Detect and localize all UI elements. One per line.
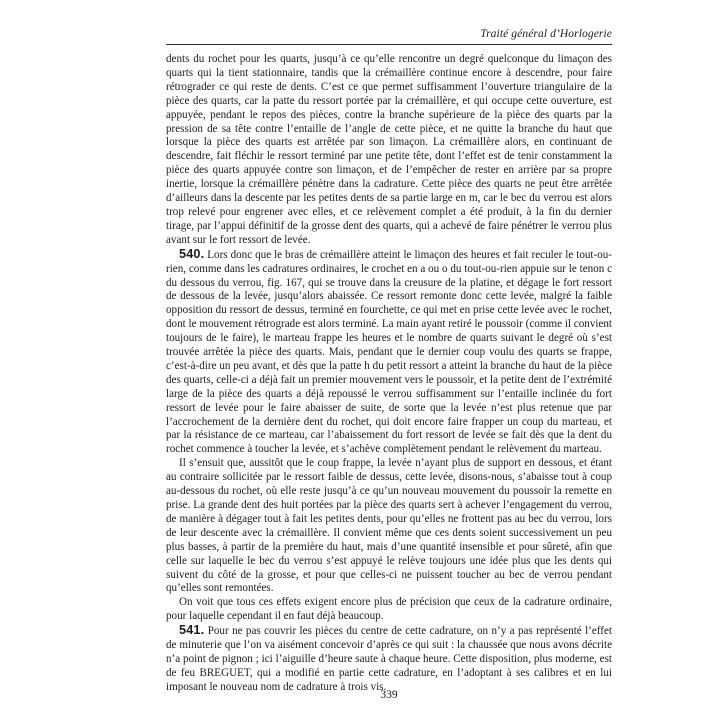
section-number-540: 540.	[179, 246, 205, 261]
section-540	[166, 248, 612, 458]
paragraph-continued: dents du rochet pour les quarts, jusqu’à ce qu’elle rencontre un degré quelconque du limaçon des quarts qui la tient stationnaire, tandis que la crémaillère continue encore à descendre, pour faire rétrograder ce qui reste de dents. C’est ce que permet suffisamment l’ouverture triangulaire de la pièce des quarts, car la patte du ressort portée par la crémaillère, et qui occupe cette ouverture, est appuyée, pendant le repos des pièces, contre la branche supérieure de la pièce des quarts par la pression de sa tête contre l’entaille de l’angle de cette pièce, et ne quitte la branche du haut que lorsque la pièce des quarts est arrêtée par son limaçon. La crémaillère alors, en continuant de descendre, fait fléchir le ressort terminé par une petite tête, dont l’effet est de tenir constamment la pièce des quarts appuyée contre son limaçon, et de l’empêcher de rester en arrière par sa propre inertie, lorsque la crémaillère pénètre dans la cadrature. Cette pièce des quarts ne peut être arrêtée d’ailleurs dans la descente par les petites dents de sa partie large en m, car le bec du verrou est alors trop relevé pour engrener avec elles, et ce relèvement complet a été produit, à la fin du dernier tirage, par l’appui définitif de la grosse dent des quarts, qui a achevé de faire pénétrer le verrou plus avant sur le fort ressort de levée.	[166, 53, 612, 246]
section-541	[166, 624, 612, 695]
section-number-541: 541.	[179, 623, 205, 638]
header-rule	[166, 44, 612, 45]
running-title: Traité général d’Horlogerie	[480, 28, 612, 40]
paragraph-consequence: Il s’ensuit que, aussitôt que le coup frappe, la levée n’ayant plus de support en dessous, et étant au contraire sollicitée par le ressort faible de dessus, cette levée, disons-nous, s’abaisse tout à coup au-dessous du rochet, où elle reste jusqu’à ce qu’un nouveau mouvement du poussoir la remette en prise. La grande dent des huit portées par la pièce des quarts sert à achever l’engagement du verrou, de manière à dégager tout à fait les petites dents, pour qu’elles ne frottent pas au bec du verrou, lors de leur descente avec la crémaillère. Il convient même que ces dents soient successivement un peu plus basses, à partir de la première du haut, mais d’une quantité insensible et pour sûreté, afin que celle sur laquelle le bec du verrou s’est appuyé le relève toujours une idée plus que les dents qui suivent du côté de la grosse, et pour que celles-ci ne puissent toucher au bec de verrou pendant qu’elles sont remontées.	[166, 457, 612, 595]
section-540-text: Lors donc que le bras de crémaillère atteint le limaçon des heures et fait reculer le tout-ou-rien, comme dans les cadratures ordinaires, le crochet en a ou o du tout-ou-rien appuie sur le tenon c du dessous du verrou, fig. 167, qui se trouve dans la creusure de la platine, et dégage le fort ressort de dessous de la levée, jusqu’alors abaissée. Ce ressort remonte donc cette levée, malgré la faible opposition du ressort de dessus, terminé en fourchette, ce qui met en prise cette levée avec le rochet, dont le mouvement rétrograde est alors terminé. La main ayant retiré le poussoir (comme il convient toujours de le faire), le marteau frappe les heures et le nombre de quarts suivant le degré où s’est trouvée arrêtée la pièce des quarts. Mais, pendant que le dernier coup voulu des quarts se frappe, c’est-à-dire un peu avant, et dès que la patte h du petit ressort a atteint la branche du haut de la pièce des quarts, celle-ci a déjà fait un premier mouvement vers le poussoir, et la petite dent de l’extrémité large de la pièce des quarts a déjà repoussé le verrou suffisamment sur l’entaille inclinée du fort ressort de levée pour le faire abaisser de suite, de sorte que la levée n’est plus retenue que par l’accrochement de la dernière dent du rochet, qui doit encore faire frapper un coup du marteau, et par la résistance de ce marteau, car l’abaissement du fort ressort de levée se fait dès que la dent du rochet commence à toucher la levée, et s’achève complètement pendant le relèvement du marteau.	[166, 248, 612, 456]
paragraph-precision: On voit que tous ces effets exigent encore plus de précision que ceux de la cadrature ordinaire, pour laquelle cependant il en faut déjà beaucoup.	[166, 596, 612, 623]
page-number: 339	[380, 689, 398, 701]
body-text	[166, 53, 612, 695]
section-541-text: Pour ne pas couvrir les pièces du centre de cette cadrature, on n’y a pas représenté l’effet de minuterie que l’on va aisément concevoir d’après ce qui suit : la chaussée que nous avons décrite n’a point de pignon ; ici l’aiguille d’heure saute à chaque heure. Cette disposition, plus moderne, est de feu BREGUET, qui a modifié en partie cette cadrature, en l’adoptant à ses calibres et en lui imposant le nouveau nom de cadrature à trois vis.	[166, 625, 612, 693]
